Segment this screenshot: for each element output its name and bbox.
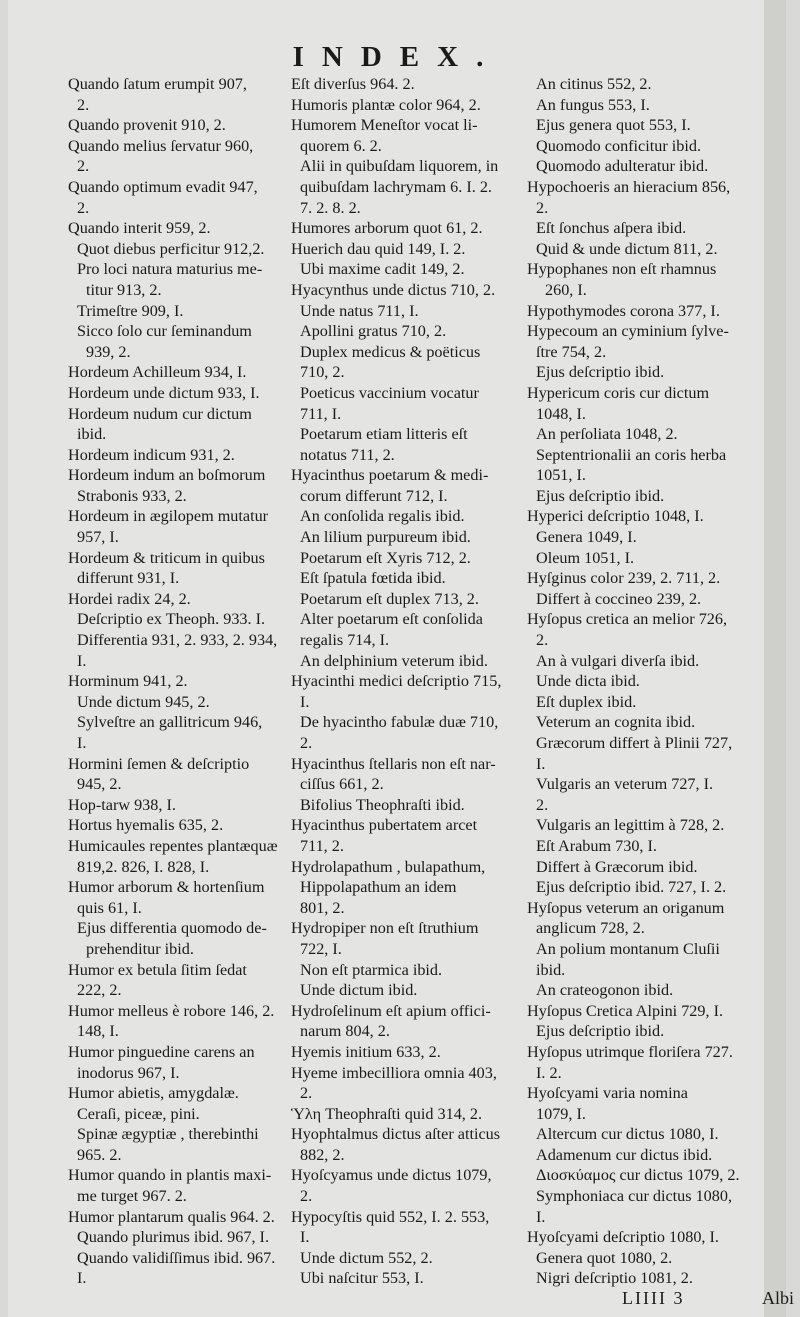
index-entry-line: Hordeum indum an boſmorum — [68, 466, 266, 485]
index-entry-line: 2. — [77, 198, 90, 217]
index-entry-line: 722, I. — [300, 939, 342, 958]
index-entry-line: 711, I. — [300, 404, 342, 423]
index-entry-line: Quando plurimus ibid. 967, I. — [77, 1228, 269, 1247]
index-entry-line: Hypocyſtis quid 552, I. 2. 553, — [291, 1207, 490, 1226]
index-entry-line: Ejus deſcriptio ibid. — [536, 1022, 665, 1041]
index-entry-line: Bifolius Theophraſti ibid. — [300, 795, 465, 814]
index-entry-line: Humor quando in plantis maxi- — [68, 1166, 272, 1185]
index-entry-line: Sylveſtre an gallitricum 946, — [77, 713, 263, 732]
signature-mark: LIIII 3 — [622, 1288, 685, 1308]
index-entry-line: An crateogonon ibid. — [536, 981, 674, 1000]
index-entry-line: Hordei radix 24, 2. — [68, 589, 191, 608]
index-entry-line: Ejus deſcriptio ibid. — [536, 486, 665, 505]
index-entry-line: Hyacynthus unde dictus 710, 2. — [291, 280, 496, 299]
index-entry-line: I. — [536, 1207, 546, 1226]
index-entry-line: Humicaules repentes plantæquæ — [68, 836, 278, 855]
index-entry-line: Trimeſtre 909, I. — [77, 301, 184, 320]
index-entry-line: Horminum 941, 2. — [68, 672, 188, 691]
index-entry-line: Hordeum Achilleum 934, I. — [68, 363, 247, 382]
index-entry-line: me turget 967. 2. — [77, 1187, 187, 1206]
index-entry-line: Unde dictum ibid. — [300, 981, 418, 1000]
index-entry-line: Quando ſatum erumpit 907, — [68, 75, 247, 93]
index-entry-line: Hypecoum an cyminium ſylve- — [527, 322, 729, 341]
index-entry-line: I. — [300, 692, 310, 711]
index-entry-line: I. — [536, 754, 546, 773]
index-entry-line: An à vulgari diverſa ibid. — [536, 651, 700, 670]
index-entry-line: 1079, I. — [536, 1104, 586, 1123]
index-entry-line: 965. 2. — [77, 1145, 122, 1164]
index-entry-line: 710, 2. — [300, 363, 345, 382]
index-entry-line: 819,2. 826, I. 828, I. — [77, 857, 210, 876]
index-entry-line: Differt à coccineo 239, 2. — [536, 589, 702, 608]
index-entry-line: Hyſopus cretica an melior 726, — [527, 610, 728, 629]
index-entry-line: corum differunt 712, I. — [300, 486, 448, 505]
index-entry-line: 2. — [77, 95, 90, 114]
index-entry-line: I. — [300, 1228, 310, 1247]
index-entry-line: Hypericum coris cur dictum — [527, 383, 710, 402]
index-column-3 — [527, 74, 783, 1289]
index-entry-line: 2. — [536, 795, 549, 814]
index-entry-line: titur 913, 2. — [86, 280, 162, 299]
index-entry-line: narum 804, 2. — [300, 1022, 390, 1041]
index-entry-line: An delphinium veterum ibid. — [300, 651, 488, 670]
index-entry-line: Hydropiper non eſt ſtruthium — [291, 919, 479, 938]
index-entry-line: quibuſdam lachrymam 6. I. 2. — [300, 177, 492, 196]
index-entry-line: Unde dicta ibid. — [536, 672, 640, 691]
index-entry-line: Altercum cur dictus 1080, I. — [536, 1125, 719, 1144]
index-entry-line: Non eſt ptarmica ibid. — [300, 960, 443, 979]
index-entry-line: prehenditur ibid. — [86, 939, 194, 958]
index-entry-line: 1048, I. — [536, 404, 586, 423]
index-entry-line: quis 61, I. — [77, 898, 142, 917]
index-entry-line: Humor arborum & hortenſium — [68, 878, 265, 897]
index-entry-line: Hyoſcyami deſcriptio 1080, I. — [527, 1228, 719, 1247]
index-entry-line: Quando melius ſervatur 960, — [68, 136, 254, 155]
index-entry-line: Græcorum differt à Plinii 727, — [536, 734, 733, 752]
index-entry-line: 2. — [300, 734, 313, 752]
index-entry-line: Oleum 1051, I. — [536, 548, 635, 567]
index-entry-line: Hyeme imbecilliora omnia 403, — [291, 1063, 497, 1082]
index-entry-line: Hypophanes non eſt rhamnus — [527, 260, 717, 279]
index-entry-line: I. — [77, 651, 87, 670]
index-entry-line: Hydroſelinum eſt apium offici- — [291, 1001, 491, 1020]
index-entry-line: Διοσκύαμος cur dictus 1079, 2. — [536, 1166, 740, 1185]
index-entry-line: Hyoſcyami varia nomina — [527, 1084, 688, 1103]
index-entry-line: Poetarum eſt Xyris 712, 2. — [300, 548, 471, 567]
index-entry-line: Hyemis initium 633, 2. — [291, 1042, 441, 1061]
index-entry-line: 7. 2. 8. 2. — [300, 198, 361, 217]
index-entry-line: 222, 2. — [77, 981, 122, 1000]
index-entry-line: De hyacintho fabulæ duæ 710, — [300, 713, 499, 732]
index-entry-line: Pro loci natura maturius me- — [77, 260, 263, 279]
index-entry-line: 945, 2. — [77, 775, 122, 794]
index-entry-line: 801, 2. — [300, 898, 345, 917]
index-entry-line: Hyſopus veterum an origanum — [527, 898, 725, 917]
index-entry-line: Ejus deſcriptio ibid. 727, I. 2. — [536, 878, 727, 897]
index-entry-line: Quando interit 959, 2. — [68, 219, 211, 238]
index-entry-line: 939, 2. — [86, 342, 131, 361]
index-entry-line: ibid. — [536, 960, 566, 979]
index-entry-line: Humoris plantæ color 964, 2. — [291, 95, 481, 114]
index-entry-line: 2. — [77, 157, 90, 176]
index-entry-line: Differt à Græcorum ibid. — [536, 857, 698, 876]
index-entry-line: An conſolida regalis ibid. — [300, 507, 465, 526]
index-entry-line: An lilium purpureum ibid. — [300, 528, 471, 547]
index-entry-line: Hypothymodes corona 377, I. — [527, 301, 720, 320]
index-entry-line: notatus 711, 2. — [300, 445, 395, 464]
index-entry-line: Veterum an cognita ibid. — [536, 713, 696, 732]
index-column-2 — [291, 74, 531, 1289]
index-entry-line: Vulgaris an legittim à 728, 2. — [536, 816, 725, 835]
index-entry-line: Hormini ſemen & deſcriptio — [68, 754, 250, 773]
index-entry-line: 2. — [536, 631, 549, 650]
index-entry-line: Poeticus vaccinium vocatur — [300, 383, 479, 402]
index-entry-line: Quando validiſſimus ibid. 967. — [77, 1248, 276, 1267]
index-entry-line: Alter poetarum eſt conſolida — [300, 610, 483, 629]
index-entry-line: Apollini gratus 710, 2. — [300, 322, 447, 341]
index-entry-line: 957, I. — [77, 528, 119, 547]
index-entry-line: Hyacinthi medici deſcriptio 715, — [291, 672, 502, 691]
index-entry-line: Humor abietis, amygdalæ. — [68, 1084, 239, 1103]
index-entry-line: Strabonis 933, 2. — [77, 486, 187, 505]
index-entry-line: 711, 2. — [300, 836, 344, 855]
index-entry-line: Hyacinthus ſtellaris non eſt nar- — [291, 754, 496, 773]
index-entry-line: Quot diebus perficitur 912,2. — [77, 239, 265, 258]
index-entry-line: I. 2. — [536, 1063, 562, 1082]
index-entry-line: 2. — [300, 1084, 313, 1103]
index-entry-line: Unde dictum 945, 2. — [77, 692, 210, 711]
index-entry-line: Ejus differentia quomodo de- — [77, 919, 267, 938]
index-entry-line: regalis 714, I. — [300, 631, 390, 650]
index-entry-line: Hordeum indicum 931, 2. — [68, 445, 235, 464]
index-entry-line: Hordeum nudum cur dictum — [68, 404, 252, 423]
index-entry-line: Hop-tarw 938, I. — [68, 795, 176, 814]
index-entry-line: Ejus deſcriptio ibid. — [536, 363, 665, 382]
index-entry-line: Hordeum in ægilopem mutatur — [68, 507, 269, 526]
index-entry-line: Vulgaris an veterum 727, I. — [536, 775, 714, 794]
index-entry-line: Adamenum cur dictus ibid. — [536, 1145, 713, 1164]
index-entry-line: Eſt ſpatula fœtida ibid. — [300, 569, 446, 588]
index-entry-line: I. — [77, 734, 87, 752]
index-entry-line: Quando optimum evadit 947, — [68, 177, 258, 196]
index-entry-line: ibid. — [77, 425, 107, 444]
index-entry-line: Hyoſcyamus unde dictus 1079, — [291, 1166, 492, 1185]
book-page — [8, 0, 795, 1317]
index-entry-line: Quomodo conficitur ibid. — [536, 136, 701, 155]
index-entry-line: Ejus genera quot 553, I. — [536, 116, 691, 135]
index-entry-line: I. — [77, 1269, 87, 1288]
index-entry-line: Hyſginus color 239, 2. 711, 2. — [527, 569, 721, 588]
index-entry-line: Ubi maxime cadit 149, 2. — [300, 260, 465, 279]
index-entry-line: Ceraſi, piceæ, pini. — [77, 1104, 200, 1123]
index-entry-line: Hyophtalmus dictus aſter atticus — [291, 1125, 501, 1144]
index-entry-line: Genera 1049, I. — [536, 528, 637, 547]
index-entry-line: Quid & unde dictum 811, 2. — [536, 239, 718, 258]
index-entry-line: ſtre 754, 2. — [536, 342, 607, 361]
index-entry-line: Humor ex betula ſitim ſedat — [68, 960, 247, 979]
index-entry-line: 882, 2. — [300, 1145, 345, 1164]
index-entry-line: anglicum 728, 2. — [536, 919, 645, 938]
index-entry-line: Duplex medicus & poëticus — [300, 342, 481, 361]
page-title: INDEX. — [292, 41, 502, 73]
index-entry-line: An polium montanum Cluſii — [536, 939, 720, 958]
index-entry-line: Nigri deſcriptio 1081, 2. — [536, 1269, 693, 1288]
index-entry-line: differunt 931, I. — [77, 569, 180, 588]
index-entry-line: Hyſopus Cretica Alpini 729, I. — [527, 1001, 724, 1020]
index-entry-line: An fungus 553, I. — [536, 95, 650, 114]
index-entry-line: Humor plantarum qualis 964. 2. — [68, 1207, 275, 1226]
index-entry-line: Ὑλη Theophraſti quid 314, 2. — [291, 1104, 483, 1123]
catchword: Albi — [762, 1288, 795, 1308]
index-entry-line: Humor pinguedine carens an — [68, 1042, 255, 1061]
index-entry-line: Hyacinthus pubertatem arcet — [291, 816, 478, 835]
index-entry-line: Humores arborum quot 61, 2. — [291, 219, 483, 238]
index-entry-line: Genera quot 1080, 2. — [536, 1248, 673, 1267]
index-entry-line: 1051, I. — [536, 466, 586, 485]
index-entry-line: Hypochoeris an hieracium 856, — [527, 177, 731, 196]
index-entry-line: Eſt diverſus 964. 2. — [291, 75, 415, 93]
index-entry-line: Hyſopus utrimque floriſera 727. — [527, 1042, 733, 1061]
index-entry-line: Eſt ſonchus aſpera ibid. — [536, 219, 687, 238]
index-entry-line: Quando provenit 910, 2. — [68, 116, 226, 135]
index-entry-line: Spinæ ægyptiæ , therebinthi — [77, 1125, 259, 1144]
index-entry-line: Humor melleus è robore 146, 2. — [68, 1001, 275, 1020]
index-entry-line: Hydrolapathum , bulapathum, — [291, 857, 486, 876]
index-entry-line: Differentia 931, 2. 933, 2. 934, — [77, 631, 278, 650]
index-entry-line: Poetarum eſt duplex 713, 2. — [300, 589, 479, 608]
index-entry-line: Hyacinthus poetarum & medi- — [291, 466, 489, 485]
index-entry-line: Sicco ſolo cur ſeminandum — [77, 322, 252, 341]
index-column-1 — [68, 74, 296, 1289]
index-entry-line: Hippolapathum an idem — [300, 878, 457, 897]
index-entry-line: Quomodo adulteratur ibid. — [536, 157, 709, 176]
index-entry-line: Hortus hyemalis 635, 2. — [68, 816, 224, 835]
index-entry-line: Septentrionalii an coris herba — [536, 445, 727, 464]
index-entry-line: ciſſus 661, 2. — [300, 775, 384, 794]
index-entry-line: 2. — [536, 198, 549, 217]
index-entry-line: 148, I. — [77, 1022, 119, 1041]
index-entry-line: Symphoniaca cur dictus 1080, — [536, 1187, 733, 1206]
index-entry-line: 260, I. — [545, 280, 587, 299]
index-entry-line: Deſcriptio ex Theoph. 933. I. — [77, 610, 266, 629]
index-entry-line: Hyperici deſcriptio 1048, I. — [527, 507, 704, 526]
index-entry-line: quorem 6. 2. — [300, 136, 382, 155]
index-entry-line: Unde dictum 552, 2. — [300, 1248, 433, 1267]
index-entry-line: An citinus 552, 2. — [536, 75, 652, 93]
index-entry-line: An perſoliata 1048, 2. — [536, 425, 678, 444]
index-entry-line: Humorem Meneſtor vocat li- — [291, 116, 478, 135]
index-entry-line: Hordeum unde dictum 933, I. — [68, 383, 260, 402]
index-entry-line: Poetarum etiam litteris eſt — [300, 425, 468, 444]
index-entry-line: Eſt Arabum 730, I. — [536, 836, 657, 855]
index-entry-line: 2. — [300, 1187, 313, 1206]
index-entry-line: Unde natus 711, I. — [300, 301, 419, 320]
index-entry-line: Ubi naſcitur 553, I. — [300, 1269, 424, 1288]
index-entry-line: inodorus 967, I. — [77, 1063, 180, 1082]
index-entry-line: Alii in quibuſdam liquorem, in — [300, 157, 499, 176]
index-entry-line: Hordeum & triticum in quibus — [68, 548, 265, 567]
index-entry-line: Huerich dau quid 149, I. 2. — [291, 239, 466, 258]
index-entry-line: Eſt duplex ibid. — [536, 692, 637, 711]
